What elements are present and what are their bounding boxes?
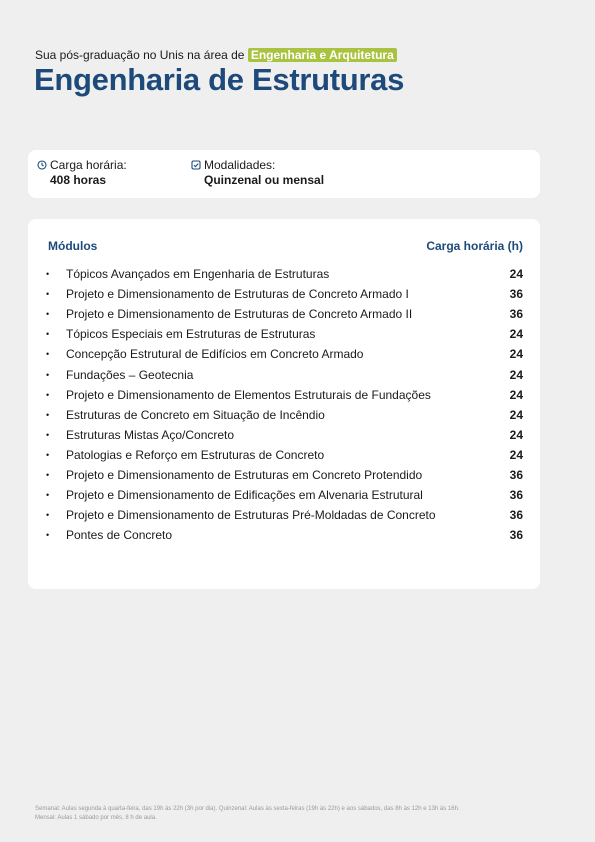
module-hours: 36 [509,467,523,482]
bullet: • [46,530,50,541]
bullet: • [46,449,50,460]
modules-list [46,264,523,545]
module-row [46,485,523,505]
module-row [46,364,523,384]
module-name: Fundações – Geotecnia [66,367,194,382]
modalidades-value: Quinzenal ou mensal [204,173,325,187]
subtitle-prefix: Sua pós-graduação no Unis na área de [35,48,245,62]
module-hours: 36 [509,528,523,543]
module-name: Tópicos Especiais em Estruturas de Estruturas [66,327,316,342]
module-row [46,344,523,364]
module-hours: 36 [509,307,523,322]
module-name: Patologias e Reforço em Estruturas de Concreto [66,447,325,462]
modalidades-label: Modalidades: [204,158,276,172]
footnote-line-1: Semanal: Aulas segunda à quarta-feira, das 19h às 22h (3h por dia). Quinzenal: Aulas às sexta-feiras (19h às 22h) e aos sábados, das 8h às 12h e 13h às 16h. [35,806,460,812]
module-name: Projeto e Dimensionamento de Estruturas de Concreto Armado I [66,287,409,302]
area-tag: Engenharia e Arquitetura [248,48,397,62]
bullet: • [46,369,50,380]
checkbox-icon [191,160,201,170]
module-row [46,405,523,425]
bullet: • [46,490,50,501]
footnote [35,805,555,823]
module-name: Pontes de Concreto [66,528,173,543]
module-hours: 24 [509,447,523,462]
module-name: Projeto e Dimensionamento de Estruturas de Concreto Armado II [66,307,413,322]
bullet: • [46,469,50,480]
bullet: • [46,289,50,300]
bullet: • [46,389,50,400]
page-title: Engenharia de Estruturas [34,62,405,97]
carga-horaria-info [37,158,127,187]
module-hours: 36 [509,287,523,302]
module-hours: 24 [509,387,523,402]
module-row [46,505,523,525]
module-hours: 24 [509,267,523,282]
module-hours: 24 [509,347,523,362]
hours-header-label: Carga horária (h) [426,239,523,253]
module-row [46,445,523,465]
module-name: Concepção Estrutural de Edifícios em Concreto Armado [66,347,364,362]
module-name: Projeto e Dimensionamento de Elementos Estruturais de Fundações [66,387,431,402]
modalidades-info [191,158,324,187]
module-name: Projeto e Dimensionamento de Estruturas Pré-Moldadas de Concreto [66,508,436,523]
module-row [46,385,523,405]
module-hours: 36 [509,508,523,523]
module-name: Tópicos Avançados em Engenharia de Estruturas [66,267,330,282]
module-name: Projeto e Dimensionamento de Estruturas em Concreto Protendido [66,467,423,482]
carga-label: Carga horária: [50,158,127,172]
bullet: • [46,429,50,440]
module-hours: 36 [509,488,523,503]
footnote-line-2: Mensal: Aulas 1 sábado por mês, 8 h de aula. [35,815,157,821]
page-subtitle [35,48,397,62]
modules-card [28,219,540,589]
bullet: • [46,329,50,340]
module-name: Estruturas de Concreto em Situação de Incêndio [66,407,325,422]
module-row [46,304,523,324]
modules-header [48,239,523,253]
module-row [46,525,523,545]
module-name: Projeto e Dimensionamento de Edificações em Alvenaria Estrutural [66,488,423,503]
bullet: • [46,269,50,280]
bullet: • [46,409,50,420]
bullet: • [46,309,50,320]
module-hours: 24 [509,327,523,342]
module-row [46,284,523,304]
course-info-card [28,150,540,198]
carga-value: 408 horas [50,173,107,187]
module-name: Estruturas Mistas Aço/Concreto [66,427,235,442]
bullet: • [46,510,50,521]
module-row [46,465,523,485]
clock-icon [37,160,47,170]
module-row [46,425,523,445]
module-hours: 24 [509,427,523,442]
module-hours: 24 [509,367,523,382]
module-row [46,324,523,344]
module-hours: 24 [509,407,523,422]
modules-header-label: Módulos [48,239,98,253]
bullet: • [46,349,50,360]
module-row [46,264,523,284]
